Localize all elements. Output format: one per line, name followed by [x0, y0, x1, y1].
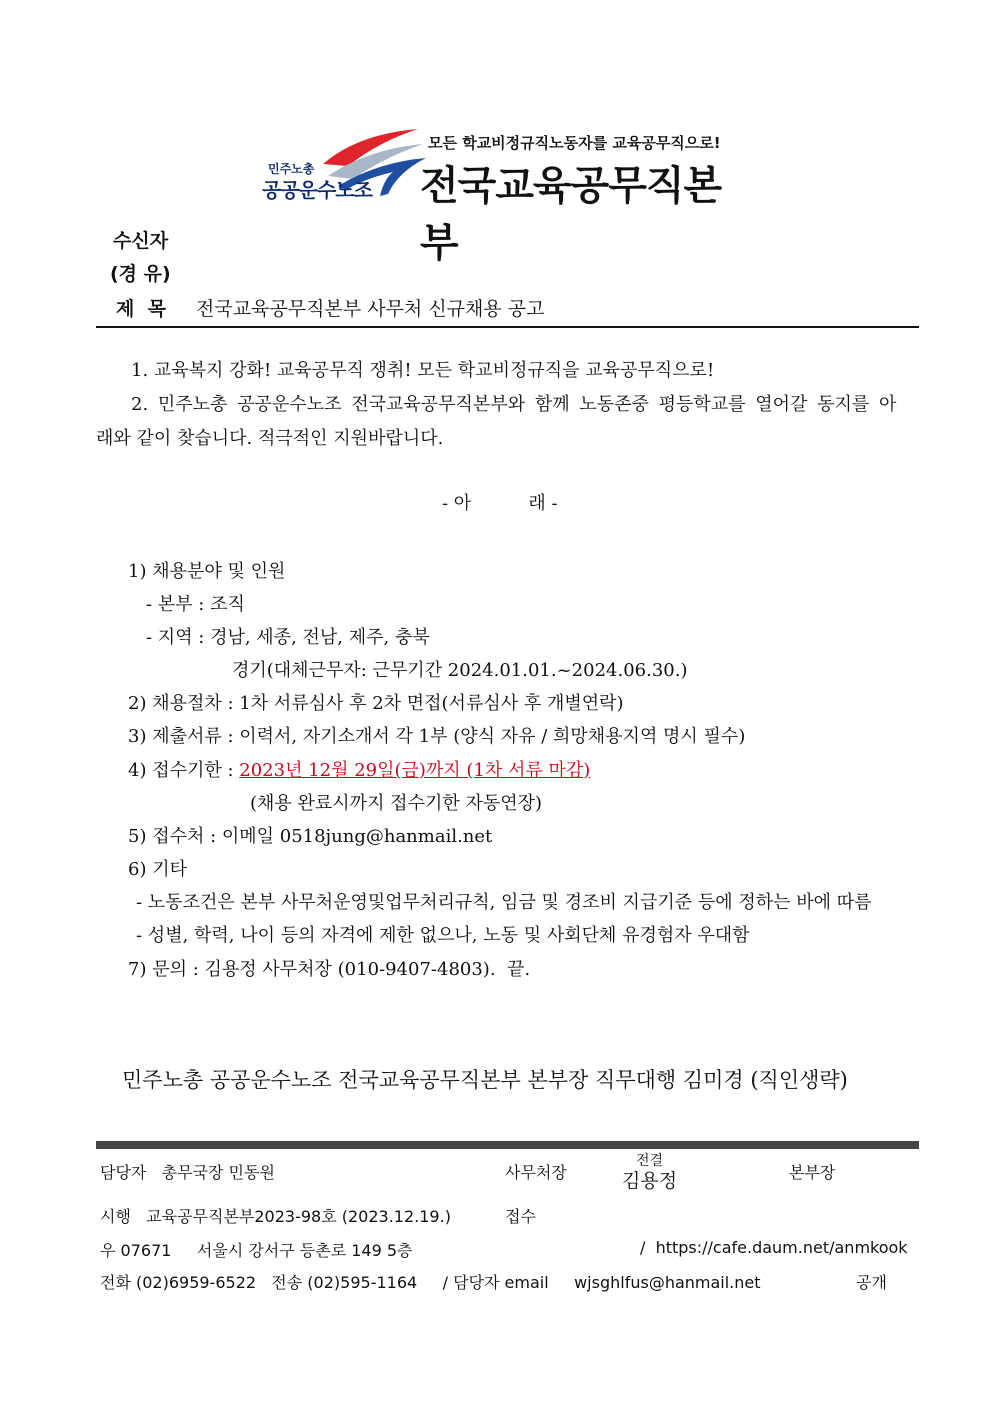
signature-line: 민주노총 공공운수노조 전국교육공무직본부 본부장 직무대행 김미경 (직인생략) [122, 1068, 848, 1092]
item-2: 2) 채용절차 : 1차 서류심사 후 2차 면접(서류심사 후 개별연락) [128, 693, 624, 714]
item-1b: - 지역 : 경남, 세종, 전남, 제주, 충북 [146, 627, 430, 648]
union-name: 공공운수노조 [262, 178, 372, 202]
org-name: 전국교육공무직본부 [420, 163, 722, 266]
item-6: 6) 기타 [128, 859, 187, 880]
item-1a: - 본부 : 조직 [146, 594, 245, 615]
enforcement-info: 시행 교육공무직본부2023-98호 (2023.12.19.) [100, 1207, 451, 1226]
item-6b: - 성별, 학력, 나이 등의 자격에 제한 없으나, 노동 및 사회단체 유경험자 우대함 [136, 925, 750, 946]
approval-mark: 전결 [636, 1153, 664, 1169]
item-7: 7) 문의 : 김용정 사무처장 (010-9407-4803). 끝. [128, 959, 531, 980]
item-6a: - 노동조건은 본부 사무처운영및업무처리규칙, 임금 및 경조비 지급기준 등에 정하는 바에 따름 [136, 892, 872, 913]
item-4 [128, 756, 590, 782]
item-4-label: 4) 접수기한 : [128, 760, 240, 781]
item-4-note: (채용 완료시까지 접수기한 자동연장) [250, 793, 543, 814]
item-1: 1) 채용분야 및 인원 [128, 561, 286, 582]
secretary-name: 김용정 [622, 1170, 678, 1192]
secretary-label: 사무처장 [505, 1163, 567, 1182]
deadline-text: 2023년 12월 29일(금)까지 (1차 서류 마감) [239, 760, 591, 781]
subject-label: 제 목 [116, 298, 166, 320]
intro-line-2: 2. 민주노총 공공운수노조 전국교육공무직본부와 함께 노동존중 평등학교를 열어갈 동지를 아 [131, 394, 897, 415]
logo-slogan: 모든 학교비정규직노동자를 교육공무직으로! [428, 134, 721, 152]
item-5: 5) 접수처 : 이메일 0518jung@hanmail.net [128, 826, 493, 847]
disclosure-label: 공개 [856, 1273, 887, 1292]
recipient-label: 수신자 [113, 230, 169, 252]
footer-divider [96, 1141, 919, 1149]
org-logo [258, 124, 758, 266]
notice-title: - 아 래 - [442, 493, 558, 514]
header-divider [96, 326, 919, 328]
intro-line-1: 1. 교육복지 강화! 교육공무직 쟁취! 모든 학교비정규직을 교육공무직으로! [131, 360, 715, 381]
staff-info: 담당자 총무국장 민동원 [100, 1163, 275, 1182]
cafe-url: / https://cafe.daum.net/anmkook [640, 1238, 908, 1257]
via-label: (경 유) [110, 263, 171, 285]
intro-line-3: 래와 같이 찾습니다. 적극적인 지원바랍니다. [96, 428, 444, 449]
address: 우 07671 서울시 강서구 등촌로 149 5층 [100, 1241, 413, 1260]
director-label: 본부장 [789, 1163, 836, 1182]
item-1c: 경기(대체근무자: 근무기간 2024.01.01.~2024.06.30.) [232, 660, 688, 681]
subject-text: 전국교육공무직본부 사무처 신규채용 공고 [196, 298, 545, 320]
item-3: 3) 제출서류 : 이력서, 자기소개서 각 1부 (양식 자유 / 희망채용지역 명시 필수) [128, 726, 746, 747]
contact-info: 전화 (02)6959-6522 전송 (02)595-1164 / 담당자 email wjsghlfus@hanmail.net [100, 1273, 761, 1292]
receipt-label: 접수 [505, 1207, 536, 1226]
union-small-label: 민주노총 [268, 162, 315, 176]
